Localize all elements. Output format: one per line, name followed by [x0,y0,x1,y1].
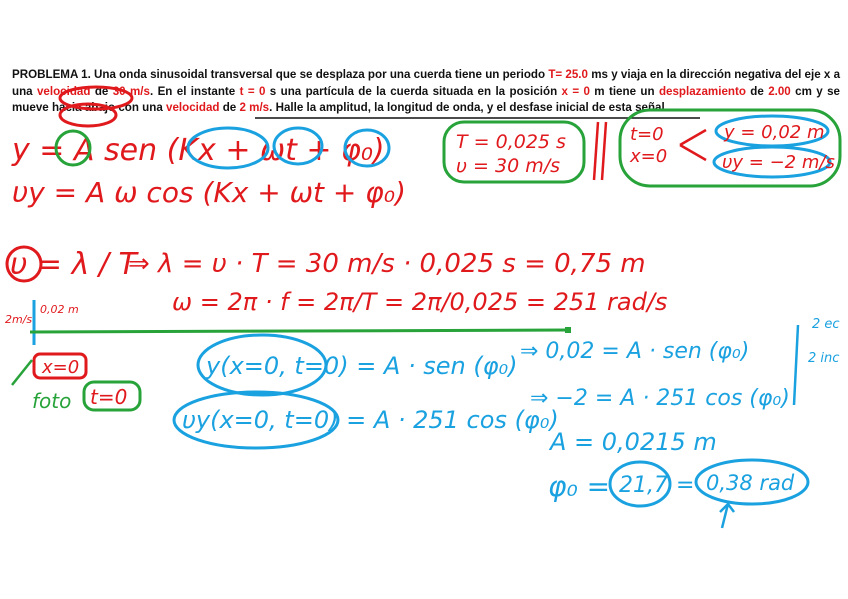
equations-count: 2 ec [812,317,840,332]
omega-calculation: ω = 2π · f = 2π/T = 2π/0,025 = 251 rad/s [172,288,668,316]
initial-displacement: y = 0,02 m [724,122,825,143]
phase-degrees: 21,7 [619,473,668,498]
string-line [30,330,568,332]
condition-t: t=0 [630,124,664,145]
unknowns-count: 2 inc [808,351,840,366]
speed-value: 30 m/s [112,84,150,98]
phase-label: φ₀ = [548,470,611,503]
problem-title: PROBLEMA 1. [12,68,91,81]
velocity-equation: υy = A ω cos (Kx + ωt + φ₀) [12,176,406,209]
velocity-condition: υy(x=0, t=0) = A · 251 cos (φ₀) [182,406,559,434]
initial-velocity: υy = −2 m/s [722,152,835,173]
phase-radians: 0,38 rad [706,471,795,495]
sketch-displacement-label: 0,02 m [40,303,79,316]
lambda-calculation: ⇒ λ = υ · T = 30 m/s · 0,025 s = 0,75 m [128,249,646,279]
period-given: T = 0,025 s [456,131,566,153]
period-value: T= 25.0 [548,68,588,81]
displacement-condition: y(x=0, t=0) = A · sen (φ₀) [206,352,518,380]
condition-x: x=0 [630,146,668,167]
speed-given: υ = 30 m/s [456,155,561,177]
problem-statement: PROBLEMA 1. Una onda sinusoidal transversal que se desplaza por una cuerda tiene un periodo T= 25.0 ms y viaja en la dirección negativa del eje x a una velocidad de 30 m/s. En el instante t = 0 s una partícula de la cuerda situada en la posición x = 0 m tiene un desplazamiento de 2.00 cm y se mueve hacia abajo con una velocidad de 2 m/s. Halle la amplitud, la longitud de onda, y el desfase inicial de esta señal. [12,68,841,114]
svg-text:=: = [676,473,695,498]
sketch-t0: t=0 [90,385,128,409]
velocity-result: ⇒ −2 = A · 251 cos (φ₀) [530,386,790,411]
wave-equation: y = A sen (Kx + ωt + φ₀) [12,133,385,168]
lambda-definition: υ = λ / T [10,247,137,282]
displacement-result: ⇒ 0,02 = A · sen (φ₀) [520,339,750,364]
particle-speed-value: 2 m/s [239,101,270,114]
displacement-value: 2.00 [768,84,791,98]
sketch-foto: foto [32,389,72,413]
sketch-x0: x=0 [42,357,80,378]
amplitude-result: A = 0,0215 m [550,428,717,456]
sketch-velocity-label: 2m/s [5,313,33,326]
